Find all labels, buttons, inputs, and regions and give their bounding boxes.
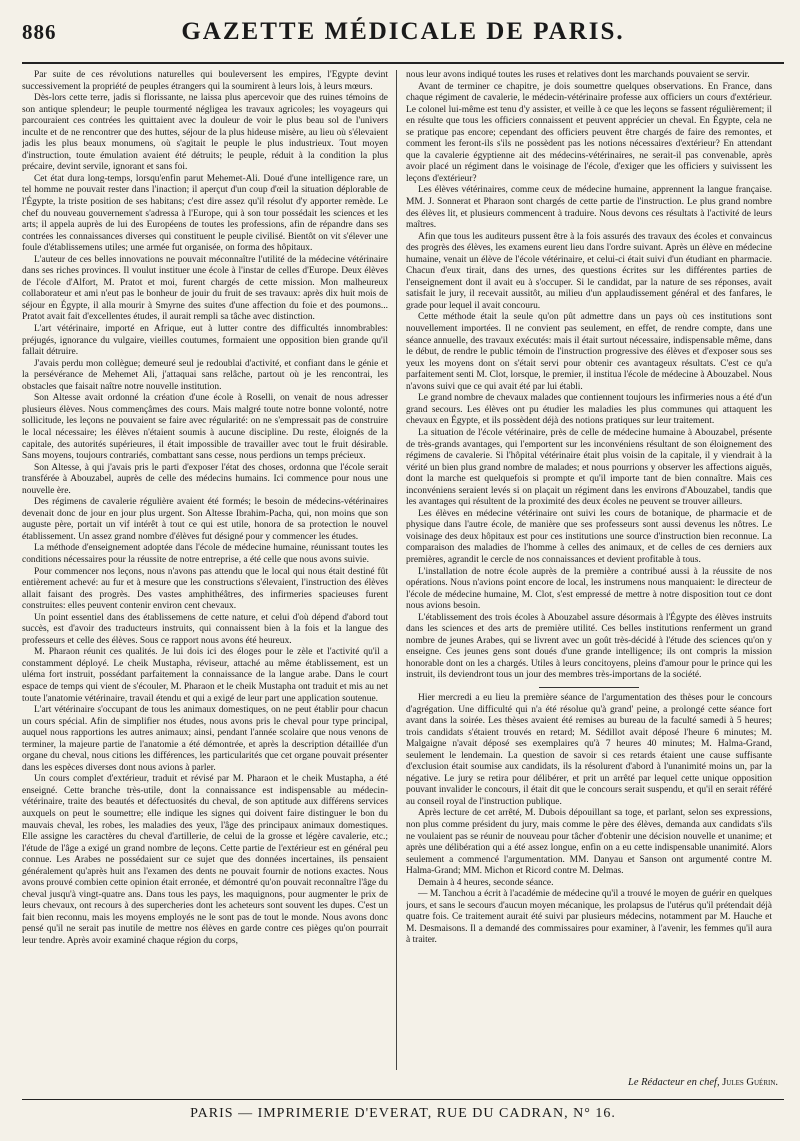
masthead-title: GAZETTE MÉDICALE DE PARIS. <box>181 18 625 45</box>
paragraph: Les élèves vétérinaires, comme ceux de médecine humaine, apprennent la langue française. MM. J. Sonnerat et Pharaon sont chargés de cette partie de l'instruction. Le plus grand nombre des élèves lit, et plusieurs commencent à traduire. Nous devons ces résultats à l'activité de leurs maîtres. <box>406 185 772 231</box>
paragraph: Avant de terminer ce chapitre, je dois soumettre quelques observations. En France, dans chaque régiment de cavalerie, le médecin-vétérinaire professe aux officiers un cours d'extérieur. Le colonel lui-même est tenu d'y assister, et veille à ce que les leçons se fassent régulièrement; il en résulte que tous les officiers connaissent et peuvent apprécier un cheval. En Égypte, cela ne se pratique pas encore; cependant des officiers peuvent être chargés de faire des remontes, et comment les feront-ils s'ils ne possèdent pas les notions nécessaires d'extérieur? En attendant que la cavalerie égyptienne ait des médecins-vétérinaires, ne serait-il pas convenable, après avoir placé un régiment dans le voisinage de l'école, d'exiger que les officiers y suivissent les leçons d'extérieur? <box>406 81 772 184</box>
page-header <box>22 14 784 48</box>
paragraph: Hier mercredi a eu lieu la première séance de l'argumentation des thèses pour le concours d'agrégation. Une difficulté qui n'a été résolue qu'à grand' peine, a prolongé cette séance fort avant dans la soirée. Les thèses avaient été remises au bureau de la faculté samedi à 5 heures; trois candidats s'étaient trouvés en retard; M. Sédillot avait déposé l'heure 6 minutes; M. Malgaigne n'avait déposé ses exemplaires qu'à 7 heures 40 minutes; M. Halma-Grand, seulement le lendemain. La question de savoir si ces retards étaient une cause suffisante d'exclusion était soumise aux candidats, ils la résolurent d'abord à l'unanimité moins un, par la négative. Le jury se retira pour délibérer, et prit un arrêté par lequel cette unique opposition pouvant invalider le concours, il était dit que le concours serait suspendu, et qu'il en serait référé au conseil royal de l'instruction publique. <box>406 692 772 807</box>
paragraph: Cette méthode était la seule qu'on pût admettre dans un pays où ces institutions sont nouvellement importées. Il ne convient pas seulement, en effet, de rendre compte, dans une séance annuelle, des travaux exécutés: mais il était surtout nécessaire, indispensable même, dans le début, de rendre le public témoin de l'instruction progressive des élèves et d'exposer sous ses yeux les moyens dont on s'était servi pour obtenir ces avantageux résultats. C'est ce qu'a parfaitement senti M. Clot, lorsque, le premier, il institua l'école de médecine à Abouzabel. Nous n'avons suivi que ce qui avait été par lui établi. <box>406 312 772 392</box>
signature-prefix: Le Rédacteur en chef, <box>628 1077 720 1088</box>
paragraph: Demain à 4 heures, seconde séance. <box>418 877 554 888</box>
paragraph: Son Altesse, à qui j'avais pris le parti d'exposer l'état des choses, ordonna que l'école serait transférée à Abouzabel, auprès de celle des médecins humains. Ici commence pour nous une nouvelle ère. <box>22 462 388 496</box>
paragraph: L'auteur de ces belles innovations ne pouvait méconnaître l'utilité de la médecine vétérinaire dans ses riches provinces. Il voulut instituer une école à l'instar de celles d'Europe. Deux élèves de l'école d'Alfort, M. Pratot et moi, furent chargés de cette mission. Mon malheureux collaborateur et ami n'eut pas le bonheur de jouir du fruit de ses travaux: après dix huit mois de séjour en Égypte, il alla mourir à Smyrne des suites d'une affection du foie et des poumons... Pratot avait fait d'excellentes études, il aurait rempli sa tâche avec distinction. <box>22 254 388 323</box>
paragraph: L'art vétérinaire s'occupant de tous les animaux domestiques, on ne peut établir pour chacun un cours spécial. Afin de simplifier nos études, nous avons pris le cheval pour type principal, auquel nous rapportions les autres animaux; ainsi, pendant l'année scolaire que nous venons de terminer, la majeure partie de l'anatomie a été démontrée, et après la description détaillée d'un organe du cheval, nous citions les différences, les particularités que cet organe pouvait présenter dans les espèces diverses dont nous avions à parler. <box>22 705 388 773</box>
column-divider <box>396 70 397 1070</box>
paragraph: La situation de l'école vétérinaire, près de celle de médecine humaine à Abouzabel, présente de très-grands avantages, qui l'emportent sur les inconvéniens résultant de son éloignement des régimens de cavalerie. Si l'hôpital vétérinaire était plus voisin de la capitale, il y viendrait à la vérité un bien plus grand nombre de malades; et nous pourrions y observer les affections aiguës, dont la marche est quelquefois si prompte et qu'il importe tant de bien connaître. Mais ces inconvéniens seraient levés si on plaçait un régiment dans les environs d'Abouzabel, tandis que les avantages qui résultent de la proximité des deux écoles ne peuvent se trouver ailleurs. <box>406 427 772 508</box>
section-separator <box>539 687 639 688</box>
paragraph: Des régimens de cavalerie régulière avaient été formés; le besoin de médecins-vétérinaires devenait donc de jour en jour plus urgent. Son Altesse Ibrahim-Pacha, qui, non moins que son auguste père, portait un vif intérêt à tout ce qui est utile, honora de sa protection le nouvel établissement. Un assez grand nombre d'élèves fut désigné pour y commencer les études. <box>22 497 388 542</box>
paragraph: Le grand nombre de chevaux malades que contiennent toujours les infirmeries nous a été d'un grand secours. Les élèves ont pu étudier les maladies les plus communes qui attaquent les chevaux en Égypte, et ils possèdent déjà des notions pratiques sur leur traitement. <box>406 393 772 427</box>
paragraph: nous leur avons indiqué toutes les ruses et relatives dont les marchands pouvaient se servir. <box>406 70 750 80</box>
paragraph: — M. Tanchou a écrit à l'académie de médecine qu'il a trouvé le moyen de guérir en quelques jours, et sans le secours d'aucun moyen mécanique, les prolapsus de l'utérus qu'il prétendait déjà quatre fois. Ce traitement aurait été suivi par plusieurs médecins, notamment par M. Hauche et M. Desmaisons. Il a demandé des commissaires pour examiner, à l'avenir, les femmes qu'il aura à traiter. <box>406 889 772 946</box>
paragraph: M. Pharaon réunit ces qualités. Je lui dois ici des éloges pour le zèle et l'activité qu'il a constamment déployé. Le cheik Mustapha, réviseur, attaché au même établissement, est un uléma fort instruit, possédant parfaitement la connaissance de la langue arabe. Dans le court espace de temps qui vient de s'écouler, M. Pharaon et le cheik Mustapha ont traduit et mis au net toute l'anatomie vétérinaire, travail étendu et qui a exigé de leur part une application soutenue. <box>22 647 388 704</box>
paragraph: J'avais perdu mon collègue; demeuré seul je redoublai d'activité, et confiant dans le génie et la persévérance de Mehemet Ali, j'attaquai sans relâche, partout où je les rencontrai, les obstacles que faisait naître notre nouvelle institution. <box>22 358 388 392</box>
editor-signature <box>628 1077 778 1088</box>
paragraph: Son Altesse avait ordonné la création d'une école à Roselli, on venait de nous adresser plusieurs élèves. Nous commençâmes des cours. Mais malgré toute notre bonne volonté, notre sollicitude, les leçons ne pouvaient se faire avec régularité: on ne s'empressait pas de construire le local nécessaire; les élèves n'étaient soumis à aucune discipline. Du reste, éloignés de la capitale, des autorités supérieures, il était impossible de travailler avec tout le fruit désirable. Sans moyens, toujours contrariés, combattant sans cesse, nous perdions un temps précieux. <box>22 393 388 462</box>
paragraph: Cet état dura long-temps, lorsqu'enfin parut Mehemet-Ali. Doué d'une intelligence rare, un tel homme ne pouvait rester dans l'inaction; il aperçut d'un coup d'œil la situation déplorable de l'Égypte, la triste position de ses habitans; c'est dire assez qu'il résolut d'y apporter remède. Le chef du nouveau gouvernement s'adressa à l'Europe, qui à son tour possédait les sciences et les arts; il appela auprès de lui des Européens de toutes les professions, afin de répandre dans ses contrées les connaissances diverses qui constituent le peuple civilisé. Bientôt on vit s'élever une foule d'établissemens utiles; une armée fut organisée, on forma des hôpitaux. <box>22 173 388 254</box>
page-number: 886 <box>22 20 57 44</box>
paragraph: L'établissement des trois écoles à Abouzabel assure désormais à l'Égypte des élèves instruits dans les sciences et des arts de première utilité. Ces belles institutions renferment un grand nombre de jeunes Arabes, qui se livrent avec un goût très-décidé à l'étude des sciences qu'on y enseigne. Ces jeunes gens sont doués d'une grande intelligence; ils ont compris la mission honorable dont on les a chargés. Utiles à leurs concitoyens, pleins d'amour pour le prince qui les instruit, ils deviendront tous un jour des membres très-importans de la société. <box>406 612 772 681</box>
article-columns <box>22 70 784 1070</box>
paragraph: Dès-lors cette terre, jadis si florissante, ne laissa plus apercevoir que des ruines témoins de son antique splendeur; le peuple tourmenté négligea les travaux agricoles; les voyageurs qui parcouraient ces contrées les quittaient avec la douleur de voir le plus beau sol de l'univers inculte et de ne rencontrer que des huttes, séjour de la plus hideuse misère, au lieu où s'élevaient jadis les plus beaux monumens, où s'agitait le peuple le plus industrieux. Tout moyen d'instruction, toute émulation avaient été détruits; le peuple, réduit à la condition la plus précaire, devint servile, ignorant et sans foi. <box>22 93 388 173</box>
paragraph: Afin que tous les auditeurs pussent être à la fois assurés des travaux des écoles et convaincus des progrès des élèves, les examens eurent lieu dans l'ordre suivant. Après un élève en médecine humaine, venait un élève de l'école vétérinaire, et celui-ci était suivi d'un étudiant en pharmacie. Chacun d'eux tirait, dans des urnes, des questions écrites sur les différentes parties de l'enseignement dont il avait eu à s'occuper. Si le candidat, par la nature de ses réponses, avait satisfait le jury, il recevait aussitôt, au milieu d'un applaudissement général et des fanfares, le grade pour lequel il avait concouru. <box>406 231 772 311</box>
footer-rule <box>22 1099 784 1100</box>
paragraph: Après lecture de cet arrêté, M. Dubois dépouillant sa toge, et parlant, selon ses expressions, non plus comme président du jury, mais comme le père des élèves, demanda aux candidats s'ils ne voulaient pas se réunir de nouveau pour tâcher d'obtenir une décision nouvelle et unanime; et après une délibération qui a été assez longue, enfin on a eu cette indispensable unanimité. Alors seulement a commencé l'argumentation. MM. Danyau et Sanson ont argumenté contre M. Halma-Grand; MM. Michon et Ricord contre M. Delmas. <box>406 808 772 877</box>
printer-imprint: PARIS — IMPRIMERIE D'EVERAT, RUE DU CADRAN, N° 16. <box>190 1106 616 1121</box>
paragraph: Pour commencer nos leçons, nous n'avons pas attendu que le local qui nous était destiné fût entièrement achevé: au fur et à mesure que les constructions s'élevaient, l'instruction des élèves allait faisant des progrès. Des vastes amphithéâtres, des infirmeries spacieuses furent construites: elles peuvent contenir environ cent chevaux. <box>22 566 388 612</box>
paragraph: Un point essentiel dans des établissemens de cette nature, et celui d'où dépend d'abord tout succès, est d'avoir des traducteurs instruits, qui connaissent bien à la fois et la langue des professeurs et celle des élèves. Sous ce rapport nous avons été heureux. <box>22 612 388 646</box>
paragraph: La méthode d'enseignement adoptée dans l'école de médecine humaine, réunissant toutes les conditions nécessaires pour la réussite de notre entreprise, a été celle que nous avons suivie. <box>22 543 388 565</box>
paragraph: L'art vétérinaire, importé en Afrique, eut à lutter contre des difficultés innombrables: préjugés, ignorance du vulgaire, vieilles coutumes, formaient une opposition bien grande qu'il fallait détruire. <box>22 324 388 358</box>
header-rule <box>22 62 784 64</box>
paragraph: L'installation de notre école auprès de la première a contribué aussi à la réussite de nos opérations. Nous n'avions point encore de local, les instrumens nous manquaient: le directeur de l'école de médecine humaine, M. Clot, s'est empressé de mettre à notre disposition tout ce dont nous avions besoin. <box>406 566 772 612</box>
paragraph: Les élèves en médecine vétérinaire ont suivi les cours de botanique, de pharmacie et de physique dans l'autre école, de manière que ses professeurs sont aussi devenus les nôtres. Le voisinage des deux hôpitaux est pour ces institutions une source d'instruction bien reconnue. La comparaison des maladies de l'homme à celles des animaux, et de celles de ces derniers aux premières, agrandit le cercle de nos connaissances et devient profitable à tous. <box>406 508 772 565</box>
paragraph: Un cours complet d'extérieur, traduit et révisé par M. Pharaon et le cheik Mustapha, a été enseigné. Cette branche très-utile, dont la connaissance est indispensable au médecin-vétérinaire, traite des beautés et défectuosités du cheval, de son aptitude aux différens services auxquels on peut le soumettre; elle indique les signes qui doivent faire distinguer le bon du mauvais cheval, les robes, les maladies des yeux, l'âge des principaux animaux domestiques. Elle assigne les caractères du cheval d'artillerie, de celui de la grosse et légère cavalerie, etc.; l'étude de l'âge a exigé un grand nombre de leçons. Cette partie de l'extérieur est en général peu connue. Les Arabes ne possédaient sur ce sujet que des données incertaines, ils pensaient généralement qu'après huit ans l'examen des dents ne pouvait fournir de notions exactes. Nous avons prouvé combien cette opinion était erronée, et démontré qu'on pouvait reconnaître l'âge du cheval jusqu'à vingt-quatre ans. Dans tous les pays, les maquignons, pour augmenter le prix de leurs chevaux, ont recours à des supercheries dont les acheteurs sont souvent les dupes. C'est un fait bien reconnu, mais les moyens employés ne le sont pas de tout le monde. Nous avons donc pensé qu'il ne serait pas inutile de mettre nos élèves en garde contre ces pièges qu'on pourrait leur tendre. Après avoir examiné chaque région du corps, <box>22 774 388 947</box>
right-column <box>406 70 772 1070</box>
left-column <box>22 70 388 1070</box>
paragraph: Par suite de ces révolutions naturelles qui bouleversent les empires, l'Égypte devint successivement la propriété de peuples étrangers qui la soumirent à leurs lois, à leurs mœurs. <box>22 70 388 92</box>
editor-name: Jules Guérin. <box>722 1077 778 1088</box>
newspaper-page <box>22 14 784 1132</box>
